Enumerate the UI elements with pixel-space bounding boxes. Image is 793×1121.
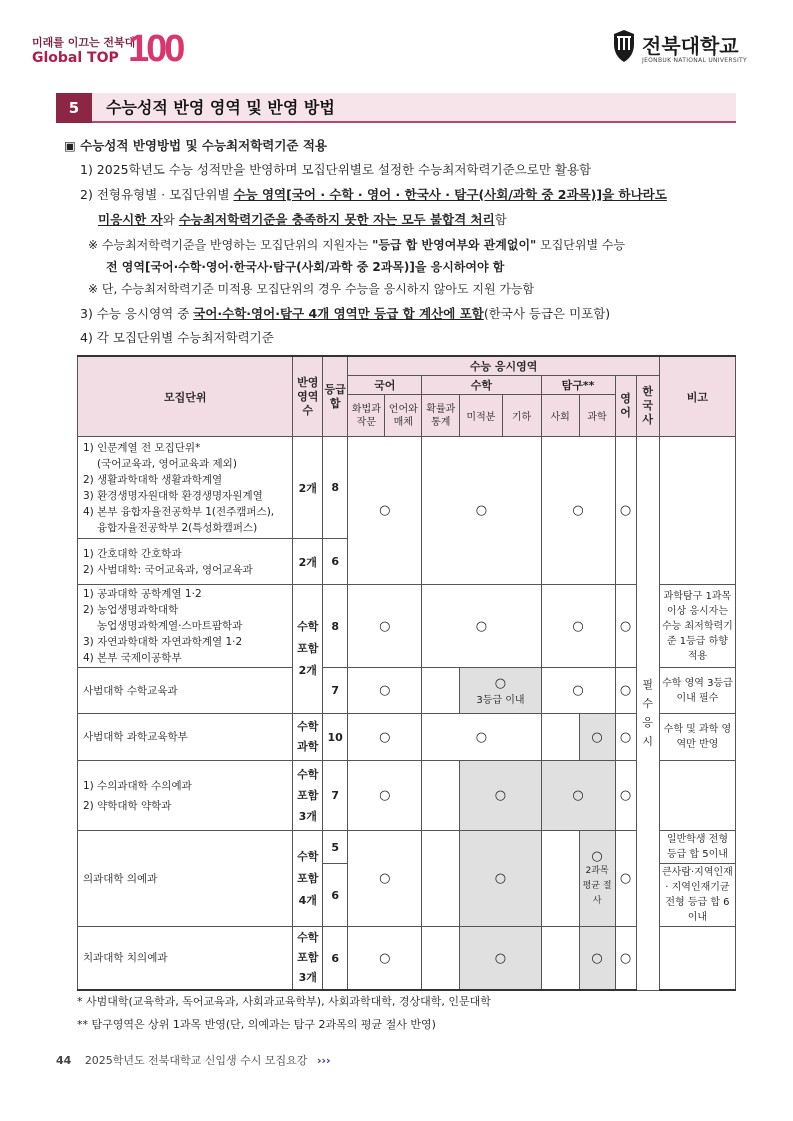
- science-cell: ○ 2과목 평균 절사: [579, 831, 615, 927]
- math-calc-geom-cell: ○: [460, 831, 541, 927]
- header-sub-calculus: 미적분: [460, 395, 502, 437]
- table-row-unit: 치과대학 치의예과: [78, 927, 293, 991]
- inquiry-cell: ○: [541, 437, 615, 585]
- count-cell: 2개: [293, 437, 323, 539]
- section-number: 5: [56, 93, 92, 123]
- grade-cell: 10: [323, 714, 348, 761]
- grade-cell: 5: [323, 831, 348, 864]
- header-korean: 국어: [348, 376, 422, 395]
- korean-cell: ○: [348, 761, 422, 831]
- footnote-2: ** 탐구영역은 상위 1과목 반영(단, 의예과는 탐구 2과목의 평균 절사 반영): [77, 1018, 436, 1031]
- english-cell: ○: [615, 437, 636, 585]
- doc-title: 2025학년도 전북대학교 신입생 수시 모집요강: [84, 1054, 308, 1067]
- section-title: 수능성적 반영 영역 및 반영 방법: [106, 98, 335, 117]
- math-cell: ○: [422, 714, 541, 761]
- count-cell: 수학 포함 3개: [293, 927, 323, 991]
- header-sub-hwakryul: 확률과 통계: [422, 395, 460, 437]
- english-cell: ○: [615, 831, 636, 927]
- english-cell: ○: [615, 585, 636, 668]
- university-emblem-icon: [612, 30, 636, 62]
- grade-cell: 6: [323, 927, 348, 991]
- header-sub-geometry: 기하: [502, 395, 541, 437]
- korean-cell: ○: [348, 585, 422, 668]
- item-1: 1) 2025학년도 수능 성적만을 반영하며 모집단위별로 설정한 수능최저학력기준으로만 활용함: [80, 162, 592, 177]
- item-3: 3) 수능 응시영역 중 국어·수학·영어·탐구 4개 영역만 등급 합 계산에 포함(한국사 등급은 미포함): [80, 306, 611, 321]
- grade-cell: 6: [323, 539, 348, 585]
- count-cell: 수학 과학: [293, 714, 323, 761]
- table-row-unit: 1) 공과대학 공학계열 1·2 2) 농업생명과학대학 농업생명과학계열·스마트팜학과 3) 자연과학대학 자연과학계열 1·2 4) 본부 국제이공학부: [78, 585, 293, 668]
- page-number: 44: [56, 1054, 72, 1067]
- english-cell: ○: [615, 714, 636, 761]
- count-cell: 수학 포함 4개: [293, 831, 323, 927]
- inquiry-cell: ○: [541, 585, 615, 668]
- table-row-unit: 사범대학 수학교육과: [78, 668, 293, 714]
- count-cell: 2개: [293, 539, 323, 585]
- arrows-icon: ›››: [316, 1054, 331, 1067]
- university-name-en: JEONBUK NATIONAL UNIVERSITY: [642, 57, 747, 64]
- footnote-1: * 사범대학(교육학과, 독어교육과, 사회과교육학부), 사회과학대학, 경상대학, 인문대학: [77, 995, 491, 1008]
- header-count: 반영영역수: [293, 356, 323, 437]
- math-calc-geom-cell: ○: [460, 927, 541, 991]
- note-2: ※ 단, 수능최저학력기준 미적용 모집단위의 경우 수능을 응시하지 않아도 지원 가능함: [88, 282, 535, 296]
- subsection-title: ▣ 수능성적 반영방법 및 수능최저학력기준 적용: [64, 138, 327, 153]
- slogan-line2: Global TOP: [32, 50, 119, 66]
- header-sub-hwabeop: 화법과 작문: [348, 395, 385, 437]
- science-cell: ○: [541, 761, 615, 831]
- english-cell: ○: [615, 927, 636, 991]
- grade-cell: 7: [323, 668, 348, 714]
- header-grade: 등급합: [323, 356, 348, 437]
- table-row-unit: 의과대학 의예과: [78, 831, 293, 927]
- remark-cell: 수학 및 과학 영역만 반영: [659, 714, 735, 761]
- math-calc-geom-cell: ○: [460, 761, 541, 831]
- header-math: 수학: [422, 376, 541, 395]
- grade-cell: 6: [323, 864, 348, 927]
- english-cell: ○: [615, 668, 636, 714]
- korean-cell: ○: [348, 831, 422, 927]
- history-required-cell: 필수응시: [636, 437, 659, 991]
- remark-cell: 큰사람·지역인재· 지역인재기균 전형 등급 합 6이내: [659, 864, 735, 927]
- remark-cell: 과학탐구 1과목 이상 응시자는 수능 최저학력기준 1등급 하향 적용: [659, 585, 735, 668]
- math-calc-geom-cell: ○ 3등급 이내: [460, 668, 541, 714]
- item-2-line1: 2) 전형유형별 · 모집단위별 수능 영역[국어 · 수학 · 영어 · 한국사 · 탐구(사회/과학 중 2과목)]을 하나라도: [80, 187, 667, 202]
- header-inquiry: 탐구**: [541, 376, 615, 395]
- header-sub-science: 과학: [579, 395, 615, 437]
- header-exam: 수능 응시영역: [348, 356, 660, 376]
- remark-cell: [659, 761, 735, 831]
- item-4: 4) 각 모집단위별 수능최저학력기준: [80, 330, 274, 345]
- admission-table: [77, 355, 736, 991]
- remark-cell: 수학 영역 3등급 이내 필수: [659, 668, 735, 714]
- note-1: ※ 수능최저학력기준을 반영하는 모집단위의 지원자는 "등급 합 반영여부와 관계없이" 모집단위별 수능: [88, 238, 626, 252]
- item-2-line2: 미응시한 자와 수능최저학력기준을 충족하지 못한 자는 모두 불합격 처리함: [98, 212, 507, 227]
- grade-cell: 8: [323, 585, 348, 668]
- remark-cell: 일반학생 전형 등급 합 5이내: [659, 831, 735, 864]
- remark-cell: [659, 927, 735, 991]
- page-footer: [56, 1052, 331, 1068]
- korean-cell: ○: [348, 927, 422, 991]
- count-cell: 수학 포함 2개: [293, 585, 323, 714]
- grade-cell: 8: [323, 437, 348, 539]
- header-sub-social: 사회: [541, 395, 579, 437]
- header-history: 한국사: [636, 376, 659, 437]
- grade-cell: 7: [323, 761, 348, 831]
- slogan-logo: [32, 26, 192, 72]
- slogan-number: 100: [128, 28, 183, 70]
- table-row-unit: 사범대학 과학교육학부: [78, 714, 293, 761]
- science-cell: ○: [579, 714, 615, 761]
- count-cell: 수학 포함 3개: [293, 761, 323, 831]
- remark-cell: [659, 437, 735, 585]
- note-1-line2: 전 영역[국어·수학·영어·한국사·탐구(사회/과학 중 2과목)]을 응시하여야 함: [106, 260, 505, 274]
- header-sub-eoneo: 언어와 매체: [385, 395, 422, 437]
- header-unit: 모집단위: [78, 356, 293, 437]
- table-row-unit: 1) 수의과대학 수의예과 2) 약학대학 약학과: [78, 761, 293, 831]
- math-cell: ○: [422, 585, 541, 668]
- korean-cell: ○: [348, 714, 422, 761]
- university-logo: [612, 30, 762, 70]
- table-row-unit: 1) 인문계열 전 모집단위* (국어교육과, 영어교육과 제외) 2) 생활과학대학 생활과학계열 3) 환경생명자원대학 환경생명자원계열 4) 본부 융합자율전공학부 1(전주캠퍼스), 융합자율전공학부 2(특성화캠퍼스): [78, 437, 293, 539]
- inquiry-cell: ○: [541, 668, 615, 714]
- header-remark: 비고: [659, 356, 735, 437]
- university-name: 전북대학교: [642, 34, 739, 58]
- korean-cell: ○: [348, 668, 422, 714]
- header-english: 영어: [615, 376, 636, 437]
- math-cell: ○: [422, 437, 541, 585]
- section-header: [56, 93, 736, 123]
- science-cell: ○: [579, 927, 615, 991]
- korean-cell: ○: [348, 437, 422, 585]
- english-cell: ○: [615, 761, 636, 831]
- table-row-unit: 1) 간호대학 간호학과 2) 사범대학: 국어교육과, 영어교육과: [78, 539, 293, 585]
- slogan-line1: 미래를 이끄는 전북대: [32, 36, 136, 49]
